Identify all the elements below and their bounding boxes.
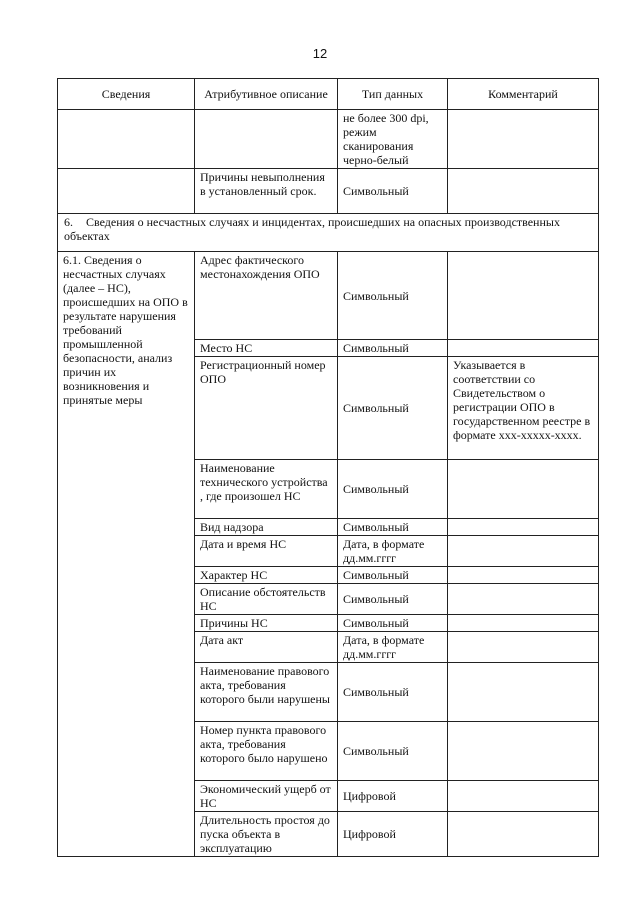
cell-attribute [195, 110, 338, 169]
cell-comment [448, 252, 599, 340]
cell-type: Дата, в формате дд.мм.гггг [338, 536, 448, 567]
cell-comment [448, 110, 599, 169]
cell-type: Символьный [338, 169, 448, 214]
cell-comment: Указывается в соответствии со Свидетельством о регистрации ОПО в государственном реестре в формате ххх-ххххх-хххх. [448, 357, 599, 460]
cell-type: Символьный [338, 615, 448, 632]
header-attribute-description: Атрибутивное описание [195, 79, 338, 110]
cell-type: Цифровой [338, 781, 448, 812]
cell-comment [448, 722, 599, 781]
cell-comment [448, 584, 599, 615]
header-info: Сведения [58, 79, 195, 110]
cell-attribute: Наименование правового акта, требования которого были нарушены [195, 663, 338, 722]
cell-comment [448, 812, 599, 857]
cell-comment [448, 536, 599, 567]
cell-comment [448, 567, 599, 584]
cell-info [58, 110, 195, 169]
cell-comment [448, 340, 599, 357]
cell-type: Символьный [338, 340, 448, 357]
data-table [57, 78, 599, 857]
cell-type: Символьный [338, 567, 448, 584]
cell-type: Символьный [338, 663, 448, 722]
table-row [58, 252, 599, 340]
cell-type: Символьный [338, 519, 448, 536]
section-row [58, 214, 599, 252]
cell-comment [448, 519, 599, 536]
page-number: 12 [312, 46, 328, 61]
cell-attribute: Экономический ущерб от НС [195, 781, 338, 812]
cell-attribute: Причины НС [195, 615, 338, 632]
cell-comment [448, 781, 599, 812]
section-title [58, 214, 599, 252]
cell-attribute: Вид надзора [195, 519, 338, 536]
cell-attribute: Длительность простоя до пуска объекта в эксплуатацию [195, 812, 338, 857]
cell-info [58, 169, 195, 214]
cell-attribute: Причины невыполнения в установленный срок. [195, 169, 338, 214]
cell-attribute: Номер пункта правового акта, требования которого было нарушено [195, 722, 338, 781]
cell-attribute: Регистрационный номер ОПО [195, 357, 338, 460]
header-comment: Комментарий [448, 79, 599, 110]
cell-attribute: Место НС [195, 340, 338, 357]
table-row [58, 169, 599, 214]
cell-comment [448, 460, 599, 519]
table-row [58, 110, 599, 169]
cell-attribute: Дата акт [195, 632, 338, 663]
cell-attribute: Дата и время НС [195, 536, 338, 567]
cell-type: Дата, в формате дд.мм.гггг [338, 632, 448, 663]
cell-type: Символьный [338, 584, 448, 615]
cell-comment [448, 632, 599, 663]
cell-attribute: Описание обстоятельств НС [195, 584, 338, 615]
cell-type: Символьный [338, 357, 448, 460]
section-title-text: Сведения о несчастных случаях и инцидентах, происшедших на опасных производственных объектах [64, 215, 560, 243]
cell-type: Символьный [338, 252, 448, 340]
cell-comment [448, 169, 599, 214]
cell-comment [448, 663, 599, 722]
cell-type: Символьный [338, 722, 448, 781]
cell-attribute: Наименование технического устройства , где произошел НС [195, 460, 338, 519]
header-data-type: Тип данных [338, 79, 448, 110]
cell-comment [448, 615, 599, 632]
cell-type: Цифровой [338, 812, 448, 857]
cell-attribute: Характер НС [195, 567, 338, 584]
group-label: 6.1. Сведения о несчастных случаях (далее – НС), происшедших на ОПО в результате нарушения требований промышленной безопасности, анализ причин их возникновения и принятые меры [58, 252, 195, 857]
cell-type: Символьный [338, 460, 448, 519]
table-header-row [58, 79, 599, 110]
cell-type: не более 300 dpi, режим сканирования черно-белый [338, 110, 448, 169]
cell-attribute: Адрес фактического местонахождения ОПО [195, 252, 338, 340]
section-number: 6. [64, 215, 73, 229]
